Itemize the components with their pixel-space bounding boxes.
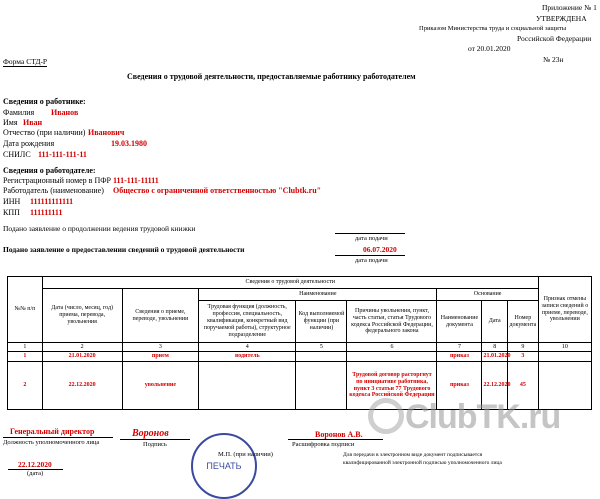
patronymic-value: Иванович [88, 128, 125, 137]
naming-header: Наименование [199, 289, 437, 301]
row-reason: Трудовой договор расторгнут по инициативе работника, пункт 3 статьи 77 Трудового кодекса Российской Федерации [347, 362, 437, 410]
index-cell: 1 [8, 343, 43, 352]
row-event: прием [122, 352, 199, 362]
stamp-text: ПЕЧАТЬ [206, 461, 242, 471]
index-cell: 4 [199, 343, 296, 352]
table-row [8, 352, 592, 362]
index-row [8, 343, 592, 352]
work-activity-table [7, 276, 592, 410]
row-date: 22.12.2020 [42, 362, 122, 410]
electronic-note-2: квалифицированной электронной подписью уполномоченного лица [343, 460, 502, 466]
order-line-2: Российской Федерации [517, 34, 592, 43]
order-number: № 23н [543, 55, 564, 64]
birth-value: 19.03.1980 [111, 139, 147, 148]
col-date-header: Дата (число, месяц, год) приема, перевода, увольнения [42, 289, 122, 343]
name-label: Имя [3, 118, 18, 127]
employer-section-title: Сведения о работодателе: [3, 166, 96, 175]
row-function: водитель [199, 352, 296, 362]
patronymic-label: Отчество (при наличии) [3, 128, 86, 137]
decoding-caption: Расшифровка подписи [292, 441, 355, 448]
row-doc-num: 3 [508, 352, 539, 362]
order-date: от 20.01.2020 [468, 44, 511, 53]
sign-caption: Подпись [143, 441, 167, 448]
col-num-header: №№ п/п [8, 277, 43, 343]
col-docname-header: Наименование документа [437, 301, 482, 343]
row-doc-num: 45 [508, 362, 539, 410]
index-cell: 7 [437, 343, 482, 352]
row-code [296, 362, 347, 410]
col-worktype-header: Код выполняемой функции (при наличии) [296, 301, 347, 343]
signer-position: Генеральный директор [10, 427, 95, 436]
sign-line [120, 439, 190, 440]
row-doc: приказ [437, 352, 482, 362]
row-num: 2 [8, 362, 43, 410]
page-title: Сведения о трудовой деятельности, предоставляемые работнику работодателем [127, 72, 416, 81]
col-info-header: Сведения о приеме, переводе, увольнении [122, 289, 199, 343]
index-cell: 9 [508, 343, 539, 352]
employee-section-title: Сведения о работнике: [3, 97, 86, 106]
birth-label: Дата рождения [3, 139, 55, 148]
col-docdate-header: Дата [482, 301, 508, 343]
row-reason [347, 352, 437, 362]
order-line-1: Приказом Министерства труда и социальной защиты [419, 25, 567, 32]
continue-date-line [335, 233, 405, 234]
row-date: 21.01.2020 [42, 352, 122, 362]
provide-date-value: 06.07.2020 [363, 245, 397, 254]
col-reason-header: Причины увольнения, пункт, часть статьи, статья Трудового кодекса Российской Федерации, федерального закона [347, 301, 437, 343]
electronic-note-1: Для передачи в электронном виде документ подписывается [343, 452, 483, 458]
inn-value: 111111111111 [30, 197, 74, 206]
basis-header: Основание [437, 289, 538, 301]
approved-label: УТВЕРЖДЕНА [536, 14, 587, 23]
form-name: Форма СТД-Р [3, 57, 48, 66]
index-cell: 8 [482, 343, 508, 352]
provide-statement-label: Подано заявление о предоставлении сведений о трудовой деятельности [3, 245, 245, 254]
decoding-line [288, 439, 383, 440]
surname-label: Фамилия [3, 108, 35, 117]
pfr-label: Регистрационный номер в ПФР [3, 176, 111, 185]
clubtk-logo-icon [368, 398, 404, 434]
row-doc: приказ [437, 362, 482, 410]
index-cell: 2 [42, 343, 122, 352]
stamp-seal [191, 433, 257, 499]
watermark: ClubTK.ru [405, 398, 561, 436]
index-cell: 10 [538, 343, 591, 352]
decoding-value: Воронов А.В. [315, 430, 363, 439]
row-doc-date: 21.01.2020 [482, 352, 508, 362]
row-doc-date: 22.12.2020 [482, 362, 508, 410]
row-code [296, 352, 347, 362]
signature-value: Воронов [132, 428, 169, 439]
date-caption: (дата) [27, 470, 44, 477]
provide-date-line [335, 255, 405, 256]
inn-label: ИНН [3, 197, 21, 206]
index-cell: 3 [122, 343, 199, 352]
group-header: Сведения о трудовой деятельности [42, 277, 538, 289]
signature-date: 22.12.2020 [18, 460, 52, 469]
col-cancel-header: Признак отмены записи сведений о приеме, переводе, увольнении [538, 277, 591, 343]
index-cell: 5 [296, 343, 347, 352]
col-function-header: Трудовая функция (должность, профессия, специальность, квалификация, конкретный вид поручаемой работы), структурное подразделение [199, 301, 296, 343]
surname-value: Иванов [51, 108, 79, 117]
pfr-value: 111-111-11111 [113, 176, 159, 185]
kpp-value: 111111111 [30, 208, 63, 217]
kpp-label: КПП [3, 208, 20, 217]
snils-value: 111-111-111-11 [38, 150, 87, 159]
row-function [199, 362, 296, 410]
row-event: увольнение [122, 362, 199, 410]
position-line [3, 437, 113, 438]
appendix-label: Приложение № 1 [542, 3, 597, 12]
col-docnum-header: Номер документа [508, 301, 539, 343]
continue-statement-label: Подано заявление о продолжении ведения трудовой книжки [3, 224, 196, 233]
name-value: Иван [23, 118, 43, 127]
position-caption: Должность уполномоченного лица [3, 439, 100, 446]
continue-date-caption: дата подачи [355, 235, 388, 242]
index-cell: 6 [347, 343, 437, 352]
employer-name-value: Общество с ограниченной ответственностью "Clubtk.ru" [113, 186, 322, 195]
snils-label: СНИЛС [3, 150, 31, 159]
row-num: 1 [8, 352, 43, 362]
employer-name-label: Работодатель (наименование) [3, 186, 104, 195]
row-cancel [538, 352, 591, 362]
stamp-caption: М.П. (при наличии) [218, 451, 273, 458]
provide-date-caption: дата подачи [355, 257, 388, 264]
